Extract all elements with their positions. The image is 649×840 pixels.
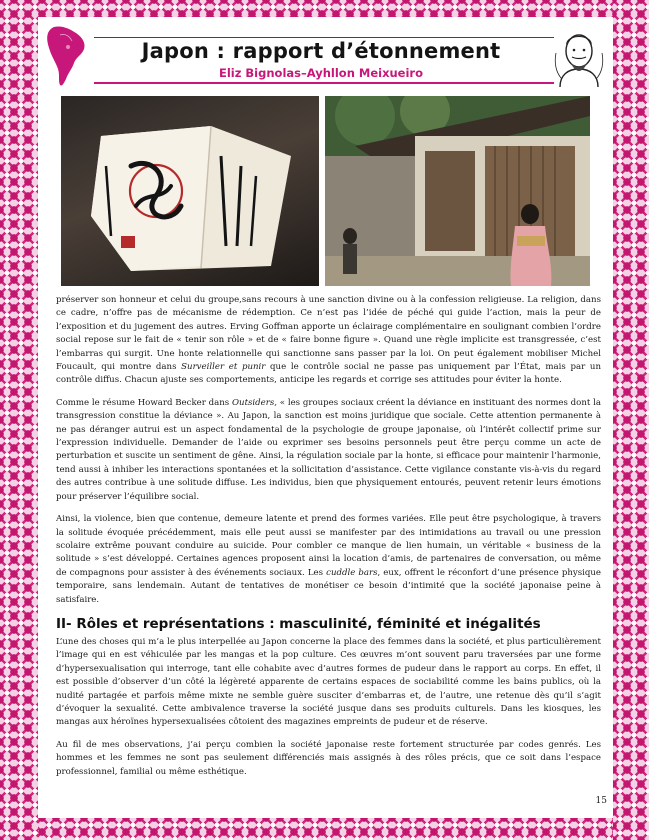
section-heading: II- Rôles et représentations : masculinité, féminité et inégalités (56, 615, 541, 632)
border-top (0, 0, 649, 17)
page-title: Japon : rapport d’étonnement (141, 39, 501, 63)
title-rule-bottom (94, 82, 554, 84)
border-left (0, 0, 38, 840)
kimono-woman-traditional-house-photo (325, 96, 590, 286)
article-body (56, 294, 601, 788)
term-cuddle-bars: cuddle bars (326, 567, 378, 578)
page-number: 15 (595, 796, 607, 806)
page (38, 17, 613, 818)
book-title-surveiller-et-punir: Surveiller et punir (181, 362, 266, 373)
paragraph-4: L’une des choses qui m’a le plus interpellée au Japon concerne la place des femmes dans la société, et plus particulièrement l’image qui en est véhiculée par les mangas et la pop culture. Ces œuvres m’ont souvent paru traversées par une forme d’hypersexualisation qui interroge, tant elle cohabite avec d’autres formes de pudeur dans le rapport au corps. En effet, il est possible d’observer d’un côté la légèreté apparente de certains espaces de sociabilité comme les bains publics, où la nudité partagée et parfois même mixte ne semble guère susciter d’embarras et, de l’autre, une retenue dès qu’il s’agit d’évoquer la sexualité. Cette ambivalence traverse la société jusque dans ses produits culturels. Dans les kiosques, les mangas aux héroïnes hypersexualisées côtoient des magazines empreints de pudeur et de réserve. (56, 636, 601, 728)
author-name: Eliz Bignolas–Ayhllon Meixueiro (218, 66, 423, 80)
goshuin-book-photo (61, 96, 319, 286)
paragraph-1: préserver son honneur et celui du groupe,sans recours à une sanction divine ou à la confession religieuse. La religion, dans ce cadre, n’offre pas de mécanisme de rédemption. Ce n’est pas l’idée de péché qui guide l’action, mais la peur de l’exposition et du jugement des autres. Erving Goffman apporte un éclairage complémentaire en soulignant combien l’ordre social repose sur le fait de « tenir son rôle » et de « faire bonne figure ». Quand une règle implicite est transgressée, c’est l’embarras qui surgit. Une honte relationnelle qui sanctionne sans passer par la loi. On peut également mobiliser Michel Foucault, qui montre dans Surveiller et punir que le contrôle social ne passe pas uniquement par l’État, mais par un contrôle diffus. Chacun ajuste ses comportements, anticipe les regards et corrige ses attitudes pour éviter la honte. (56, 295, 601, 386)
page-header (38, 17, 613, 95)
author-portrait-icon (550, 23, 608, 89)
paragraph-2: Comme le résume Howard Becker dans Outsiders, « les groupes sociaux créent la déviance en instituant des normes dont la transgression constitue la déviance ». Au Japon, la sanction est moins juridique que sociale. Cette attention permanente à ne pas déranger autrui est un aspect fondamental de la psychologie de groupe japonaise, où l’intérêt collectif prime sur l’expression individuelle. Demander de l’aide ou exprimer ses besoins personnels peut être perçu comme un acte de perturbation et suscite un sentiment de gêne. Ainsi, la régulation sociale par la honte, si efficace pour maintenir l’harmonie, tend aussi à inhiber les interactions spontanées et la sollicitation d’assistance. Cette vigilance constante vis-à-vis du regard des autres contribue à une solitude diffuse. Les individus, bien que physiquement entourés, peuvent retenir leurs émotions pour préserver l’équilibre social. (56, 397, 601, 502)
border-bottom (0, 818, 649, 840)
paragraph-5: Au fil de mes observations, j’ai perçu combien la société japonaise reste fortement structurée par codes genrés. Les hommes et les femmes ne sont pas seulement différenciés mais assignés à des rôles précis, que ce soit dans l’espace professionnel, familial ou même esthétique. (56, 739, 601, 777)
border-right (613, 0, 649, 840)
south-america-map-icon (40, 23, 88, 89)
paragraph-3: Ainsi, la violence, bien que contenue, demeure latente et prend des formes variées. Elle peut être psychologique, à travers la solitude évoquée précédemment, mais elle peut aussi se manifester par des intimidations au travail ou une pression scolaire extrême pouvant conduire au suicide. Pour combler ce manque de lien humain, un véritable « business de la solitude » s’est développé. Certaines agences proposent ainsi la location d’amis, de partenaires de conversation, ou même de compagnons pour assister à des événements sociaux. Les cuddle bars, eux, offrent le réconfort d’une présence physique temporaire, sans lendemain. Autant de tentatives de monétiser ce besoin d’intimité que la société japonaise peine à satisfaire. (56, 514, 601, 605)
book-title-outsiders: Outsiders, (231, 397, 278, 408)
title-rule-top (94, 37, 554, 38)
